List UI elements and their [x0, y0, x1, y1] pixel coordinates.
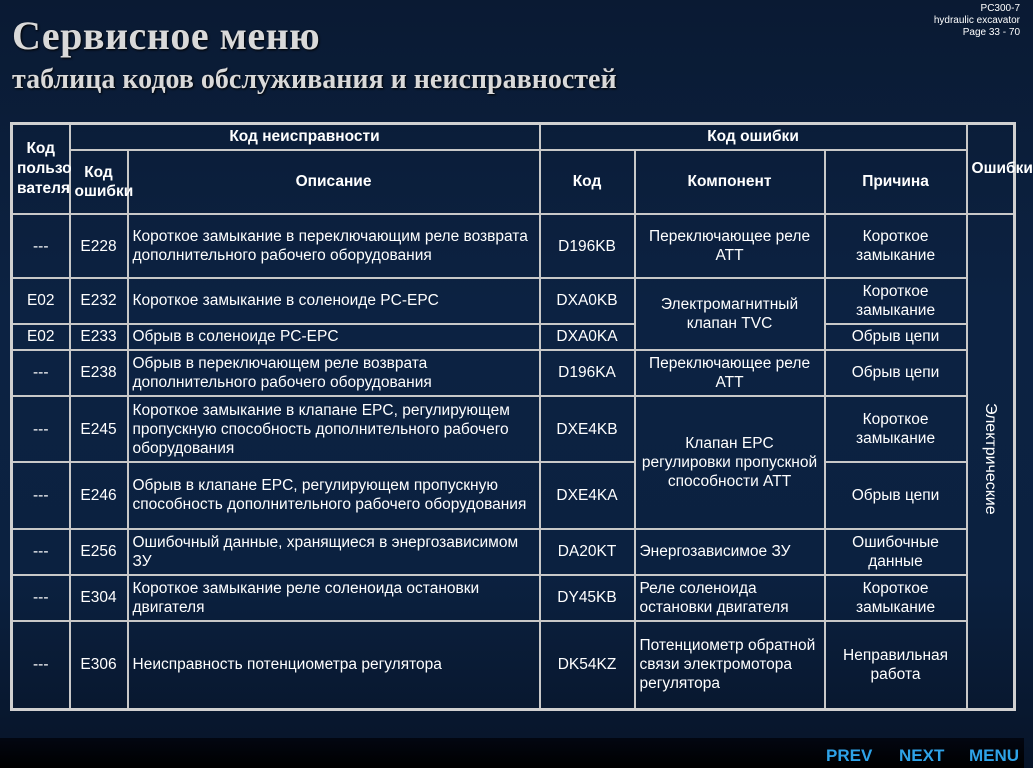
- user-code-cell: ---: [12, 350, 70, 396]
- cause-cell: Короткое замыкание: [825, 396, 967, 462]
- table-row: [12, 350, 1015, 396]
- code-cell: DK54KZ: [540, 621, 635, 710]
- code-cell: DY45KB: [540, 575, 635, 621]
- description-cell: Обрыв в клапане EPC, регулирующем пропускную способность дополнительного рабочего оборудования: [128, 462, 540, 528]
- cause-cell: Короткое замыкание: [825, 575, 967, 621]
- cause-cell: Обрыв цепи: [825, 350, 967, 396]
- error-code-cell: E306: [70, 621, 128, 710]
- code-cell: DXE4KA: [540, 462, 635, 528]
- description-cell: Короткое замыкание в переключающим реле возврата дополнительного рабочего оборудования: [128, 214, 540, 278]
- col-user-code: Код пользо вателя: [12, 124, 70, 214]
- code-cell: D196KB: [540, 214, 635, 278]
- cause-cell: Неправильная работа: [825, 621, 967, 710]
- user-code-cell: ---: [12, 396, 70, 462]
- description-cell: Короткое замыкание в клапане EPC, регулирующем пропускную способность дополнительного рабочего оборудования: [128, 396, 540, 462]
- cause-cell: Обрыв цепи: [825, 324, 967, 350]
- machine-label: hydraulic excavator: [933, 15, 1020, 26]
- error-code-cell: E256: [70, 529, 128, 575]
- user-code-cell: E02: [12, 324, 70, 350]
- page-number: Page 33 - 70: [962, 27, 1020, 38]
- group-fault-code: Код неисправности: [70, 124, 540, 150]
- description-cell: Обрыв в переключающем реле возврата дополнительного рабочего оборудования: [128, 350, 540, 396]
- error-code-cell: E232: [70, 278, 128, 323]
- cause-cell: Обрыв цепи: [825, 462, 967, 528]
- component-cell: Переключающее реле ATT: [635, 214, 825, 278]
- component-cell: Электромагнитный клапан TVC: [635, 278, 825, 349]
- component-cell: Переключающее реле ATT: [635, 350, 825, 396]
- user-code-cell: ---: [12, 575, 70, 621]
- document-meta: [934, 3, 1020, 39]
- header-row-group: [12, 124, 1015, 150]
- user-code-cell: ---: [12, 214, 70, 278]
- component-cell: Реле соленоида остановки двигателя: [635, 575, 825, 621]
- header-row-columns: [12, 150, 1015, 214]
- code-cell: DXA0KB: [540, 278, 635, 323]
- error-code-cell: E228: [70, 214, 128, 278]
- error-code-cell: E238: [70, 350, 128, 396]
- menu-button[interactable]: MENU: [969, 746, 1020, 765]
- table-row: [12, 324, 1015, 350]
- table-row: [12, 529, 1015, 575]
- cause-cell: Короткое замыкание: [825, 278, 967, 323]
- col-description: Описание: [128, 150, 540, 214]
- category-cell: [967, 214, 1015, 710]
- code-cell: DA20KT: [540, 529, 635, 575]
- description-cell: Короткое замыкание в соленоиде PC-EPC: [128, 278, 540, 323]
- category-label: Электрические: [981, 403, 999, 515]
- col-errors: Ошибки: [967, 124, 1015, 214]
- description-cell: Короткое замыкание реле соленоида остановки двигателя: [128, 575, 540, 621]
- cause-cell: Короткое замыкание: [825, 214, 967, 278]
- col-code: Код: [540, 150, 635, 214]
- table-row: [12, 621, 1015, 710]
- group-error-code: Код ошибки: [540, 124, 967, 150]
- col-component: Компонент: [635, 150, 825, 214]
- description-cell: Обрыв в соленоиде PC-EPC: [128, 324, 540, 350]
- component-cell: Потенциометр обратной связи электромотора регулятора: [635, 621, 825, 710]
- table-row: [12, 575, 1015, 621]
- code-cell: DXE4KB: [540, 396, 635, 462]
- error-code-cell: E233: [70, 324, 128, 350]
- description-cell: Ошибочный данные, хранящиеся в энергозависимом ЗУ: [128, 529, 540, 575]
- user-code-cell: ---: [12, 529, 70, 575]
- user-code-cell: ---: [12, 621, 70, 710]
- col-error-code: Код ошибки: [70, 150, 128, 214]
- code-cell: DXA0KA: [540, 324, 635, 350]
- fault-code-table-wrapper: [10, 122, 1033, 711]
- table-row: [12, 396, 1015, 462]
- description-cell: Неисправность потенциометра регулятора: [128, 621, 540, 710]
- error-code-cell: E304: [70, 575, 128, 621]
- table-row: [12, 462, 1015, 528]
- user-code-cell: ---: [12, 462, 70, 528]
- user-code-cell: E02: [12, 278, 70, 323]
- error-code-cell: E246: [70, 462, 128, 528]
- fault-code-table: [10, 122, 1033, 711]
- page-title: Сервисное меню: [12, 13, 321, 58]
- component-cell: Клапан EPC регулировки пропускной способности ATT: [635, 396, 825, 529]
- table-row: [12, 278, 1015, 323]
- code-cell: D196KA: [540, 350, 635, 396]
- cause-cell: Ошибочные данные: [825, 529, 967, 575]
- page-subtitle: таблица кодов обслуживания и неисправностей: [12, 64, 617, 95]
- component-cell: Энергозависимое ЗУ: [635, 529, 825, 575]
- col-cause: Причина: [825, 150, 967, 214]
- table-row: [12, 214, 1015, 278]
- prev-button[interactable]: PREV: [826, 746, 873, 765]
- next-button[interactable]: NEXT: [899, 746, 945, 765]
- model-label: PC300-7: [980, 3, 1020, 14]
- error-code-cell: E245: [70, 396, 128, 462]
